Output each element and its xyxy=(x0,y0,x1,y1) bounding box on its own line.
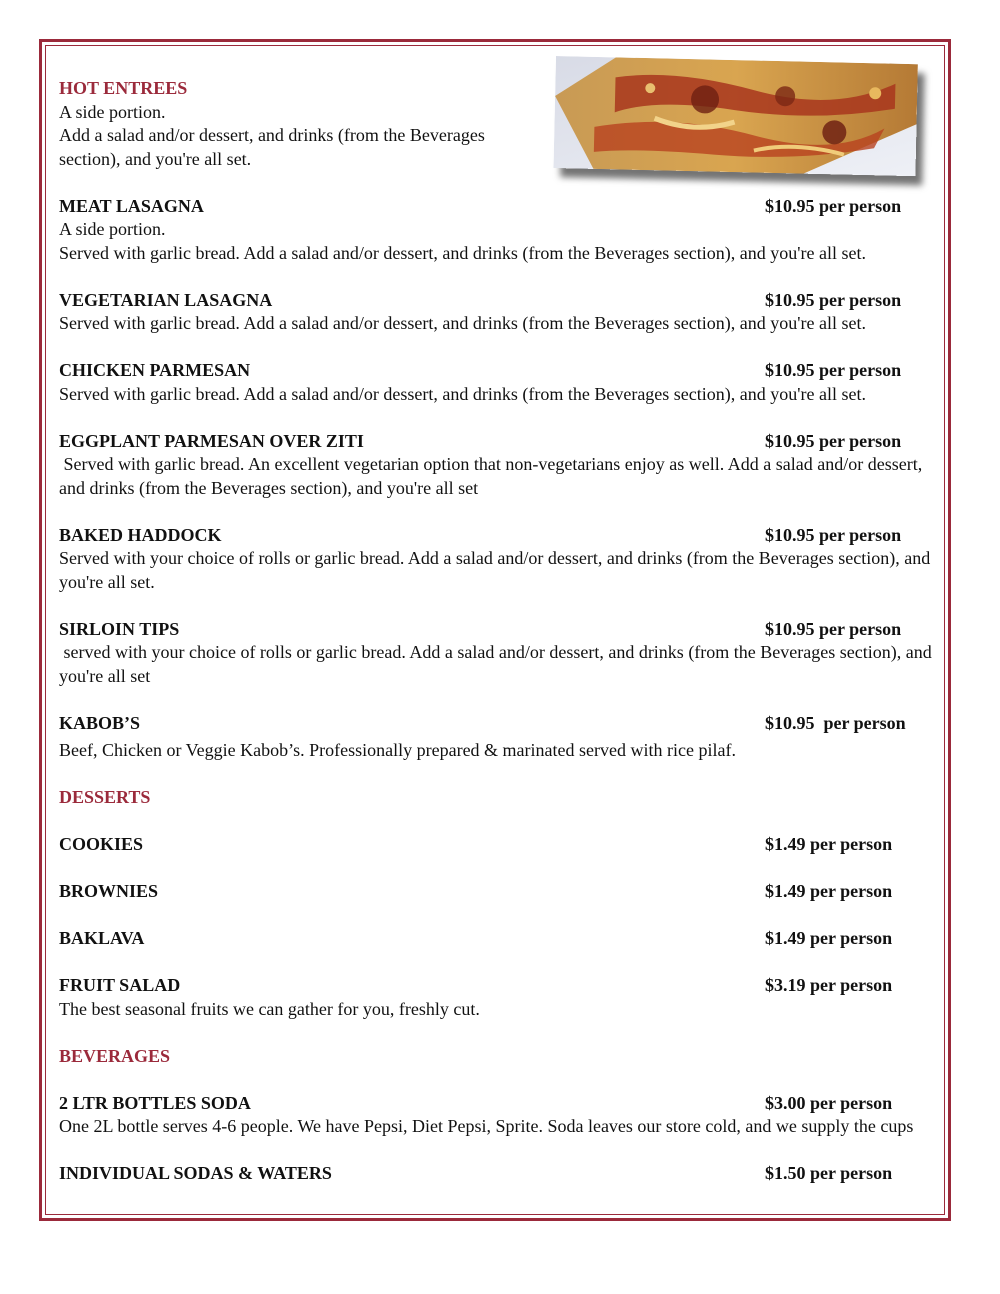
item-description: A side portion. xyxy=(59,219,166,239)
menu-content xyxy=(59,77,941,1186)
item-name: SIRLOIN TIPS xyxy=(59,618,180,639)
item-price: $10.95 per person xyxy=(765,289,902,310)
menu-item-chicken-parmesan xyxy=(59,359,941,406)
item-name: BROWNIES xyxy=(59,881,159,901)
item-name: INDIVIDUAL SODAS & WATERS xyxy=(59,1163,332,1183)
item-price: $3.19 per person xyxy=(765,975,893,995)
menu-item-vegetarian-lasagna xyxy=(59,289,941,336)
item-name: COOKIES xyxy=(59,834,144,854)
item-description: served with your choice of rolls or garlic bread. Add a salad and/or dessert, and drinks (from the Beverages section), and you're all set xyxy=(59,642,937,686)
item-name: CHICKEN PARMESAN xyxy=(59,360,251,380)
section-title-desserts: DESSERTS xyxy=(59,787,151,807)
intro-line: Add a salad and/or dessert, and drinks (from the Beverages section), and you're all set. xyxy=(59,125,485,169)
item-name: VEGETARIAN LASAGNA xyxy=(59,289,273,310)
menu-item-sirloin-tips xyxy=(59,618,941,689)
item-name: BAKED HADDOCK xyxy=(59,524,222,545)
item-name: MEAT LASAGNA xyxy=(59,195,204,216)
item-description: One 2L bottle serves 4-6 people. We have Pepsi, Diet Pepsi, Sprite. Soda leaves our store cold, and we supply the cups xyxy=(59,1116,914,1136)
menu-item-brownies xyxy=(59,880,941,904)
item-price: $1.49 per person xyxy=(765,834,893,854)
menu-item-2-ltr-soda xyxy=(59,1092,941,1139)
item-price: $3.00 per person xyxy=(765,1092,893,1113)
item-name: BAKLAVA xyxy=(59,928,145,948)
item-description: Served with your choice of rolls or garlic bread. Add a salad and/or dessert, and drinks (from the Beverages section), and you're all set. xyxy=(59,548,931,592)
menu-item-baklava xyxy=(59,927,941,951)
item-name: EGGPLANT PARMESAN OVER ZITI xyxy=(59,430,364,451)
intro-line: A side portion. xyxy=(59,101,166,122)
item-price: $10.95 per person xyxy=(765,712,906,733)
item-description: Served with garlic bread. Add a salad and/or dessert, and drinks (from the Beverages section), and you're all set. xyxy=(59,313,866,333)
item-description: Served with garlic bread. Add a salad and/or dessert, and drinks (from the Beverages section), and you're all set. xyxy=(59,242,866,263)
item-price: $1.49 per person xyxy=(765,881,893,901)
item-description: The best seasonal fruits we can gather for you, freshly cut. xyxy=(59,998,480,1019)
item-price: $10.95 per person xyxy=(765,618,902,639)
menu-item-meat-lasagna xyxy=(59,195,941,266)
menu-item-fruit-salad xyxy=(59,974,941,1021)
menu-item-kabobs xyxy=(59,712,941,763)
menu-item-eggplant-parmesan xyxy=(59,430,941,501)
section-title-hot-entrees: HOT ENTREES xyxy=(59,78,188,98)
item-price: $1.49 per person xyxy=(765,928,893,948)
item-description: Served with garlic bread. An excellent vegetarian option that non-vegetarians enjoy as well. Add a salad and/or dessert, and drinks (from the Beverages section), and you're all set xyxy=(59,454,927,498)
item-price: $1.50 per person xyxy=(765,1163,893,1183)
item-price: $10.95 per person xyxy=(765,195,902,216)
section-title-beverages: BEVERAGES xyxy=(59,1045,171,1066)
menu-item-individual-sodas xyxy=(59,1162,941,1186)
item-name: 2 LTR BOTTLES SODA xyxy=(59,1092,251,1113)
item-price: $10.95 per person xyxy=(765,524,902,545)
item-price: $10.95 per person xyxy=(765,360,902,380)
menu-item-cookies xyxy=(59,833,941,857)
item-description: Served with garlic bread. Add a salad and/or dessert, and drinks (from the Beverages section), and you're all set. xyxy=(59,383,866,404)
item-price: $10.95 per person xyxy=(765,430,902,451)
item-name: FRUIT SALAD xyxy=(59,975,181,995)
menu-item-baked-haddock xyxy=(59,524,941,595)
item-description: Beef, Chicken or Veggie Kabob’s. Professionally prepared & marinated served with rice pilaf. xyxy=(59,740,736,760)
item-name: KABOB’S xyxy=(59,712,141,733)
